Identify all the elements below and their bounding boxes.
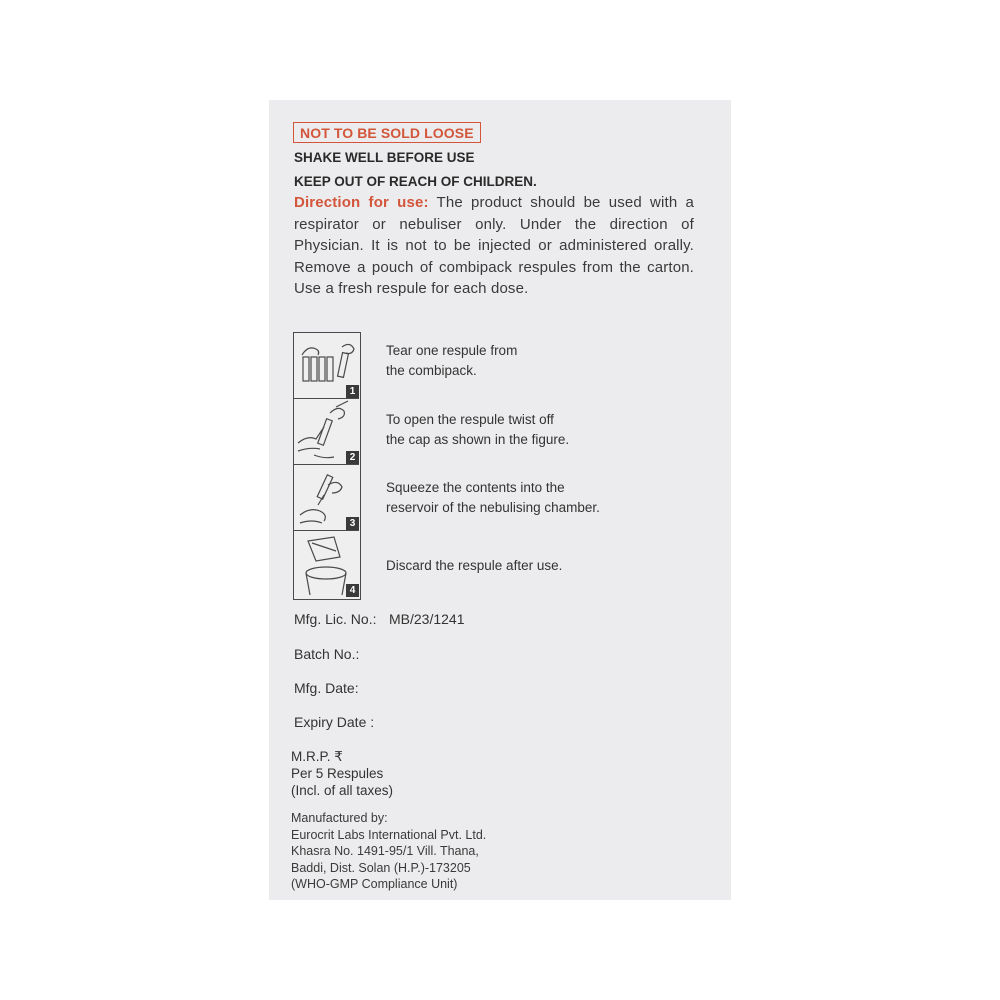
step-4-number: 4 bbox=[346, 584, 359, 597]
directions-text: The product should be used with a respirator or nebuliser only. Under the direction of Physician. It is not to be injected or administered orally. Remove a pouch of combipack respules from the carton. Use a fresh respule for each dose. bbox=[294, 194, 694, 298]
mrp-block bbox=[291, 748, 393, 799]
step-3-line-2: reservoir of the nebulising chamber. bbox=[386, 500, 600, 515]
step-2-line-1: To open the respule twist off bbox=[386, 412, 554, 427]
step-3-line-1: Squeeze the contents into the bbox=[386, 480, 565, 495]
manufacturer-address-1: Khasra No. 1491-95/1 Vill. Thana, bbox=[291, 844, 479, 858]
mrp-per-respules: Per 5 Respules bbox=[291, 766, 384, 781]
mfg-lic-label: Mfg. Lic. No.: bbox=[294, 611, 377, 627]
manufacturer-address-2: Baddi, Dist. Solan (H.P.)-173205 bbox=[291, 860, 471, 875]
batch-no-label: Batch No.: bbox=[294, 646, 360, 662]
directions-paragraph bbox=[294, 192, 694, 300]
mfg-lic-value: MB/23/1241 bbox=[389, 611, 465, 627]
step-4-text bbox=[386, 556, 686, 576]
manufacturer-compliance: (WHO-GMP Compliance Unit) bbox=[291, 877, 458, 891]
step-3-number: 3 bbox=[346, 517, 359, 530]
keep-out-of-reach-line: KEEP OUT OF REACH OF CHILDREN. bbox=[294, 174, 537, 189]
step-1-line-1: Tear one respule from bbox=[386, 343, 518, 358]
shake-well-line: SHAKE WELL BEFORE USE bbox=[294, 150, 475, 165]
step-4-line-1: Discard the respule after use. bbox=[386, 558, 563, 573]
manufacturer-block bbox=[291, 810, 486, 893]
steps-illustration-frame bbox=[293, 332, 361, 600]
step-1-line-2: the combipack. bbox=[386, 363, 477, 378]
mrp-taxes-note: (Incl. of all taxes) bbox=[291, 783, 394, 798]
step-3-text bbox=[386, 478, 686, 518]
step-1-text bbox=[386, 341, 686, 381]
step-2-line-2: the cap as shown in the figure. bbox=[386, 432, 570, 447]
step-1-cell bbox=[294, 333, 359, 399]
step-2-text bbox=[386, 410, 686, 450]
mrp-line: M.R.P. ₹ bbox=[291, 749, 343, 764]
manufacturer-heading: Manufactured by: bbox=[291, 811, 388, 825]
step-1-number: 1 bbox=[346, 385, 359, 398]
step-2-number: 2 bbox=[346, 451, 359, 464]
mfg-date-label: Mfg. Date: bbox=[294, 680, 359, 696]
step-4-cell bbox=[294, 531, 359, 597]
directions-label: Direction for use: bbox=[294, 194, 429, 211]
expiry-date-label: Expiry Date : bbox=[294, 714, 375, 730]
manufacturer-name: Eurocrit Labs International Pvt. Ltd. bbox=[291, 827, 487, 842]
carton-panel bbox=[269, 100, 731, 900]
step-3-cell bbox=[294, 465, 359, 531]
not-sold-loose-box: NOT TO BE SOLD LOOSE bbox=[293, 122, 481, 143]
step-2-cell bbox=[294, 399, 359, 465]
